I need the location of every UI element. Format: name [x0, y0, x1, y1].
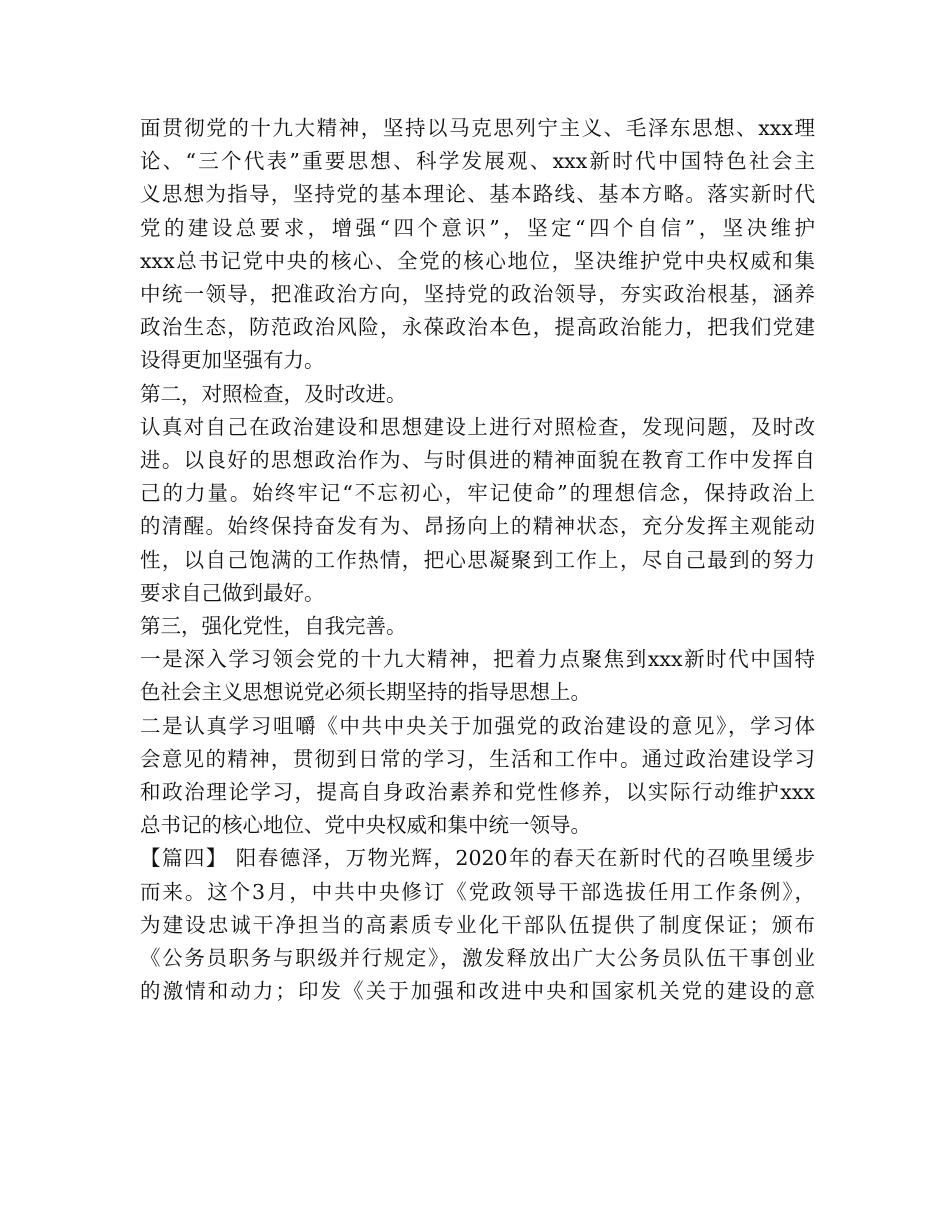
text-line: 的激情和动力；印发《关于加强和改进中央和国家机关党的建设的意: [140, 979, 815, 1004]
text-line: 政治生态，防范政治风险，永葆政治本色，提高政治能力，把我们党建: [140, 315, 815, 340]
text-line: 己的力量。始终牢记“不忘初心，牢记使命”的理想信念，保持政治上: [140, 481, 815, 506]
text-line: 【篇四】 阳春德泽，万物光辉，2020年的春天在新时代的召唤里缓步: [140, 846, 815, 871]
text-line: 二是认真学习咀嚼《中共中央关于加强党的政治建设的意见》，学习体: [140, 713, 815, 738]
text-line: 总书记的核心地位、党中央权威和集中统一领导。: [140, 813, 591, 838]
text-line: 一是深入学习领会党的十九大精神，把着力点聚焦到xxx新时代中国特: [140, 647, 815, 672]
text-line: 设得更加坚强有力。: [140, 348, 325, 373]
document-body: [140, 112, 815, 1008]
text-line: 为建设忠诚干净担当的高素质专业化干部队伍提供了制度保证；颁布: [140, 912, 815, 937]
text-line: 党的建设总要求，增强“四个意识”，坚定“四个自信”，坚决维护: [140, 215, 815, 240]
text-line: 会意见的精神，贯彻到日常的学习，生活和工作中。通过政治建设学习: [140, 746, 815, 771]
text-line: 的清醒。始终保持奋发有为、昂扬向上的精神状态，充分发挥主观能动: [140, 514, 815, 539]
text-line: 第二，对照检查，及时改进。: [140, 381, 407, 406]
text-line: 中统一领导，把准政治方向，坚持党的政治领导，夯实政治根基，涵养: [140, 282, 815, 307]
text-line: 论、“三个代表”重要思想、科学发展观、xxx新时代中国特色社会主: [140, 149, 815, 174]
text-line: 认真对自己在政治建设和思想建设上进行对照检查，发现问题，及时改: [140, 414, 815, 439]
text-line: 面贯彻党的十九大精神，坚持以马克思列宁主义、毛泽东思想、xxx理: [140, 116, 815, 140]
text-line: 进。以良好的思想政治作为、与时俱进的精神面貌在教育工作中发挥自: [140, 448, 815, 473]
text-line: 义思想为指导，坚持党的基本理论、基本路线、基本方略。落实新时代: [140, 182, 815, 207]
text-line: 色社会主义思想说党必须长期坚持的指导思想上。: [140, 680, 591, 705]
text-line: 和政治理论学习，提高自身政治素养和党性修养，以实际行动维护xxx: [140, 780, 815, 805]
text-line: 而来。这个3月，中共中央修订《党政领导干部选拔任用工作条例》，: [140, 879, 815, 904]
text-line: 第三，强化党性，自我完善。: [140, 614, 407, 639]
text-line: 要求自己做到最好。: [140, 580, 325, 605]
text-line: xxx总书记党中央的核心、全党的核心地位，坚决维护党中央权威和集: [140, 248, 815, 273]
text-line: 《公务员职务与职级并行规定》，激发释放出广大公务员队伍干事创业: [140, 946, 815, 971]
text-line: 性，以自己饱满的工作热情，把心思凝聚到工作上，尽自己最到的努力: [140, 547, 815, 572]
